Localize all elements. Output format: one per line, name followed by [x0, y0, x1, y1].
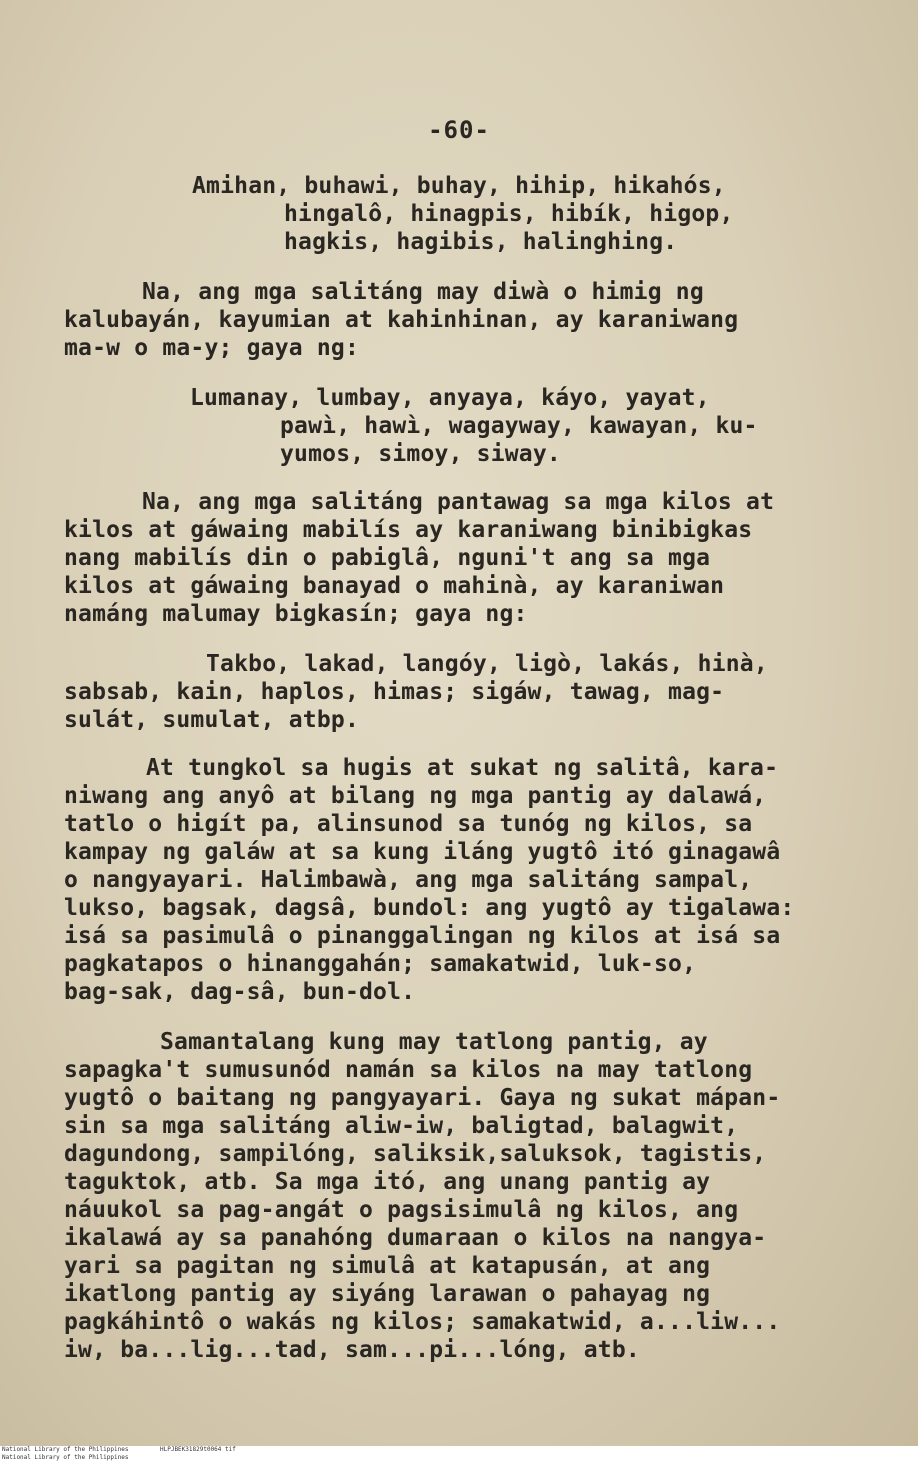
text-line: lukso, bagsak, dagsâ, bundol: ang yugtô ay tigalawa: [64, 895, 795, 921]
text-line: taguktok, atb. Sa mga itó, ang unang pantig ay [64, 1169, 711, 1195]
text-line: kalubayán, kayumian at kahinhinan, ay karaniwang [64, 307, 739, 333]
text-line: ikatlong pantig ay siyáng larawan o pahayag ng [64, 1281, 711, 1307]
text-line: namáng malumay bigkasín; gaya ng: [64, 601, 528, 627]
text-line: nang mabilís din o pabiglâ, nguni't ang sa mga [64, 545, 711, 571]
text-line: Na, ang mga salitáng may diwà o himig ng [142, 279, 704, 305]
page-number: -60- [428, 116, 490, 144]
text-line: sapagka't sumusunód namán sa kilos na may tatlong [64, 1057, 753, 1083]
footer-library-name-2: National Library of the Philippines [2, 1454, 129, 1461]
text-line: At tungkol sa hugis at sukat ng salitâ, kara- [146, 755, 779, 781]
text-line: Amihan, buhawi, buhay, hihip, hikahós, [192, 173, 726, 199]
footer-file-id: HLPJBEK31829t0064 tif [160, 1446, 236, 1453]
footer-library-name: National Library of the Philippines [2, 1446, 129, 1453]
text-line: pagkáhintô o wakás ng kilos; samakatwid, a...liw... [64, 1309, 781, 1335]
text-line: yari sa pagitan ng simulâ at katapusán, at ang [64, 1253, 711, 1279]
text-line: o nangyayari. Halimbawà, ang mga salitáng sampal, [64, 867, 753, 893]
text-line: dagundong, sampilóng, saliksik,saluksok, tagistis, [64, 1141, 767, 1167]
text-line: pawì, hawì, wagayway, kawayan, ku- [280, 413, 758, 439]
text-line: ma-w o ma-y; gaya ng: [64, 335, 359, 361]
text-line: iw, ba...lig...tad, sam...pi...lóng, atb. [64, 1337, 640, 1363]
text-line: Takbo, lakad, langóy, ligò, lakás, hinà, [206, 651, 768, 677]
text-line: kilos at gáwaing mabilís ay karaniwang binibigkas [64, 517, 753, 543]
text-line: isá sa pasimulâ o pinanggalingan ng kilos at isá sa [64, 923, 781, 949]
text-line: niwang ang anyô at bilang ng mga pantig ay dalawá, [64, 783, 767, 809]
scan-footer [0, 1446, 918, 1463]
text-line: kampay ng galáw at sa kung iláng yugtô itó ginagawâ [64, 839, 781, 865]
text-line: tatlo o higít pa, alinsunod sa tunóg ng kilos, sa [64, 811, 753, 837]
text-line: Samantalang kung may tatlong pantig, ay [160, 1029, 708, 1055]
text-line: bag-sak, dag-sâ, bun-dol. [64, 979, 416, 1005]
text-line: ikalawá ay sa panahóng dumaraan o kilos na nangya- [64, 1225, 767, 1251]
text-line: sulát, sumulat, atbp. [64, 707, 359, 733]
text-line: yugtô o baitang ng pangyayari. Gaya ng sukat mápan- [64, 1085, 781, 1111]
text-line: Na, ang mga salitáng pantawag sa mga kilos at [142, 489, 775, 515]
text-line: Lumanay, lumbay, anyaya, káyo, yayat, [190, 385, 710, 411]
text-line: yumos, simoy, siway. [280, 441, 561, 467]
text-line: pagkatapos o hinanggahán; samakatwid, luk-so, [64, 951, 697, 977]
text-line: kilos at gáwaing banayad o mahinà, ay karaniwan [64, 573, 725, 599]
text-line: hagkis, hagibis, halinghing. [284, 229, 678, 255]
text-line: hingalô, hinagpis, hibík, higop, [284, 201, 734, 227]
text-line: sabsab, kain, haplos, himas; sigáw, tawag, mag- [64, 679, 725, 705]
text-line: sin sa mga salitáng aliw-iw, baligtad, balagwit, [64, 1113, 739, 1139]
text-line: náuukol sa pag-angát o pagsisimulâ ng kilos, ang [64, 1197, 739, 1223]
